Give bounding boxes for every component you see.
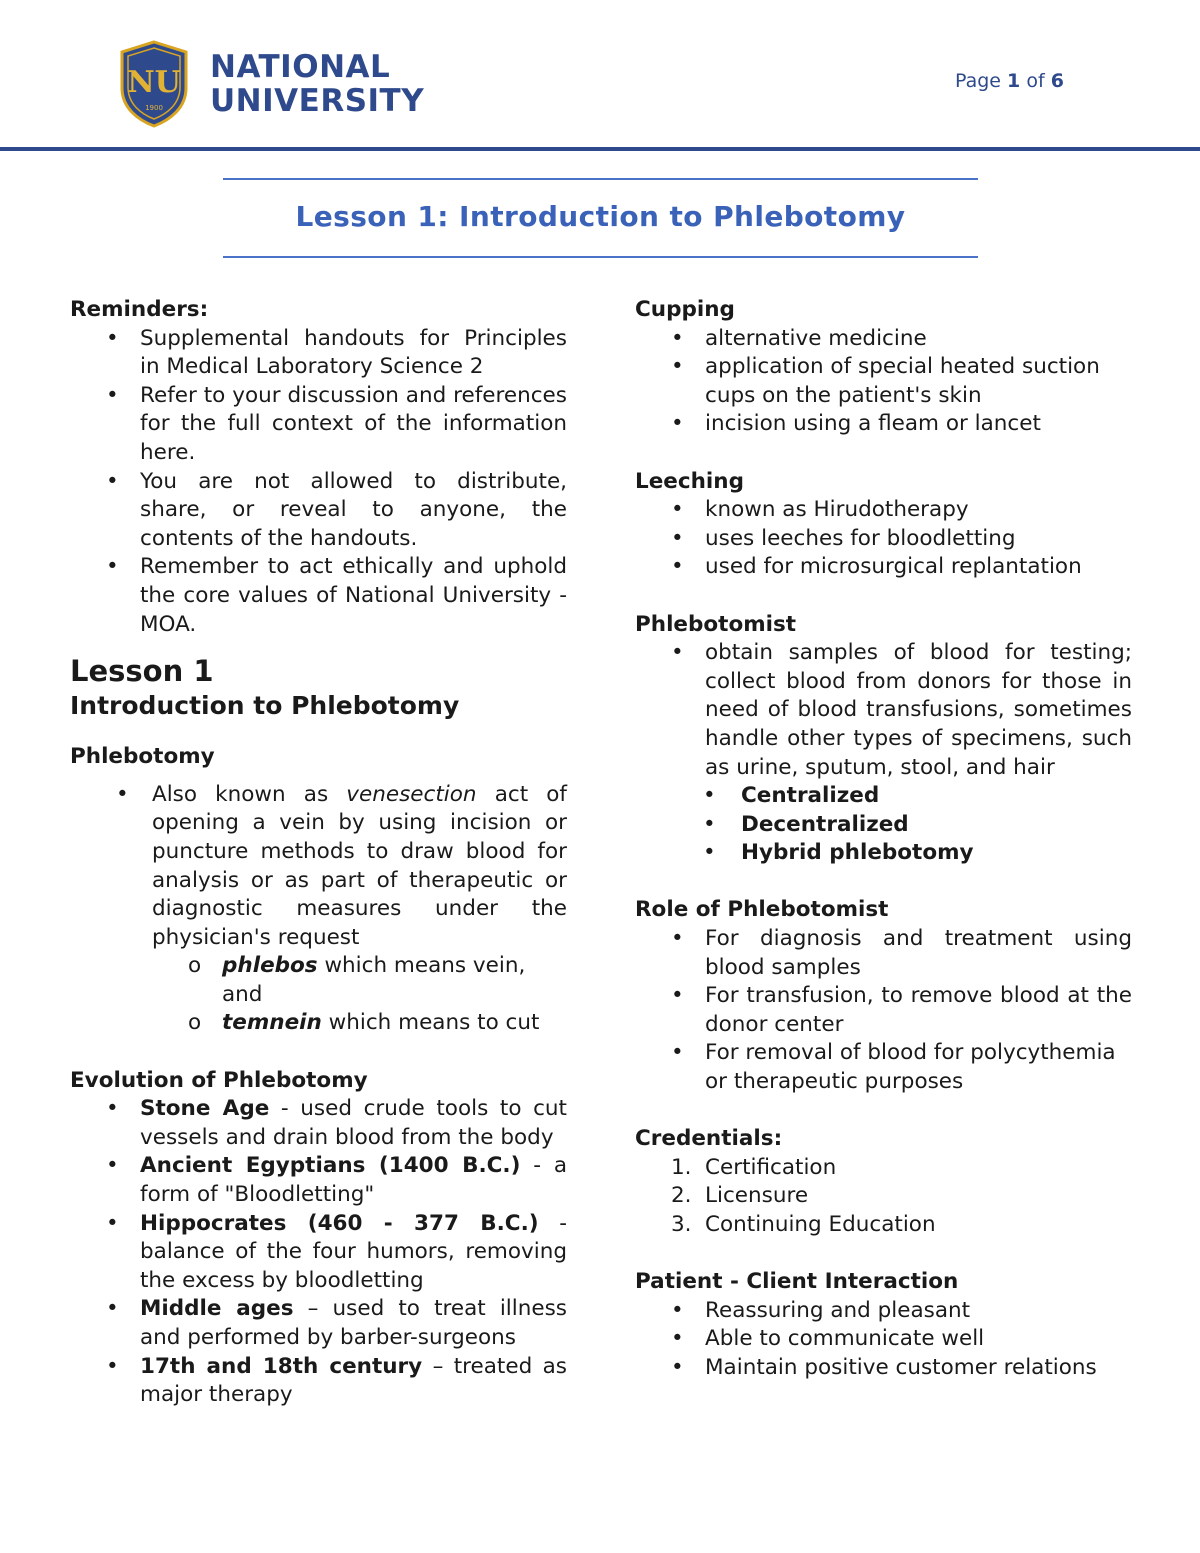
list-item: • alternative medicine	[671, 325, 927, 351]
crest-year: 1900	[145, 104, 163, 112]
left-column	[70, 296, 567, 1410]
brand-name	[210, 50, 424, 118]
list-item: • incision using a fleam or lancet	[671, 411, 1041, 437]
list-item: • Middle ages – used to treat illness and performed by barber-surgeons	[106, 1296, 567, 1350]
page-prefix: Page	[955, 70, 1008, 92]
role-heading: Role of Phlebotomist	[635, 897, 889, 923]
title-rule-bottom	[223, 256, 978, 258]
header-divider	[0, 147, 1200, 151]
title-rule-top	[223, 178, 978, 180]
leeching-list	[635, 496, 1132, 582]
list-item: • Maintain positive customer relations	[671, 1354, 1097, 1380]
list-item: • 17th and 18th century – treated as major therapy	[106, 1353, 567, 1408]
cupping-heading: Cupping	[635, 297, 735, 322]
cupping-list	[635, 325, 1132, 439]
phlebotomist-list	[635, 639, 1132, 868]
brand-line-1: NATIONAL	[210, 49, 391, 85]
list-item: • For transfusion, to remove blood at the donor center	[671, 983, 1132, 1037]
list-item: • Reassuring and pleasant	[671, 1297, 971, 1323]
list-item: • uses leeches for bloodletting	[671, 525, 1016, 551]
list-item: • Supplemental handouts for Principles in Medical Laboratory Science 2	[106, 325, 567, 380]
list-item: • known as Hirudotherapy	[671, 497, 969, 523]
list-item: 1. Certification	[671, 1154, 837, 1180]
page-of: of	[1020, 70, 1051, 92]
crest-initials: NU	[127, 65, 181, 100]
sub-list-item: o temnein which means to cut	[188, 1010, 540, 1036]
list-item: 3. Continuing Education	[671, 1212, 936, 1237]
sub-list-item: • Decentralized	[703, 811, 909, 837]
phlebotomist-heading: Phlebotomist	[635, 611, 797, 637]
list-item: • For diagnosis and treatment using blood samples	[671, 926, 1132, 980]
page-current: 1	[1007, 70, 1021, 92]
page-header	[0, 0, 1200, 150]
credentials-list	[635, 1154, 1132, 1240]
credentials-heading: Credentials:	[635, 1126, 783, 1152]
phlebotomy-list	[70, 781, 567, 1038]
list-item: 2. Licensure	[671, 1183, 809, 1209]
list-item: • Stone Age - used crude tools to cut vessels and drain blood from the body	[106, 1096, 567, 1150]
evolution-heading: Evolution of Phlebotomy	[70, 1067, 368, 1093]
right-column	[635, 296, 1132, 1383]
role-list	[635, 925, 1132, 1097]
university-logo	[118, 40, 425, 130]
brand-line-2: UNIVERSITY	[210, 83, 425, 119]
list-item: • Refer to your discussion and references for the full context of the information here.	[106, 382, 567, 465]
reminders-heading: Reminders:	[70, 297, 209, 322]
list-item: • Remember to act ethically and uphold the core values of National University - MOA.	[106, 554, 567, 637]
list-item: • Also known as venesection act of opening a vein by using incision or puncture methods to draw blood for analysis or as part of therapeutic or diagnostic measures under the physician's request	[116, 781, 567, 950]
document-title: Lesson 1: Introduction to Phlebotomy	[295, 200, 906, 233]
list-item: • You are not allowed to distribute, share, or reveal to anyone, the contents of the handouts.	[106, 468, 567, 551]
list-item: • application of special heated suction cups on the patient's skin	[671, 354, 1100, 408]
phlebotomy-heading: Phlebotomy	[70, 744, 215, 770]
list-item: • For removal of blood for polycythemia or therapeutic purposes	[671, 1040, 1116, 1095]
interaction-list	[635, 1297, 1132, 1383]
leeching-heading: Leeching	[635, 468, 744, 494]
list-item: • Able to communicate well	[671, 1326, 985, 1352]
lesson-subheading: Introduction to Phlebotomy	[70, 691, 460, 721]
evolution-list	[70, 1095, 567, 1410]
reminders-list	[70, 325, 567, 640]
list-item: • Hippocrates (460 - 377 B.C.) - balance of the four humors, removing the excess by bloodletting	[106, 1210, 568, 1293]
list-item: • Ancient Egyptians (1400 B.C.) - a form of "Bloodletting"	[106, 1153, 567, 1208]
sub-list-item: • Hybrid phlebotomy	[703, 840, 974, 866]
lesson-heading: Lesson 1	[70, 654, 214, 689]
sub-list-item: • Centralized	[703, 783, 880, 809]
sub-list-item: o phlebos which means vein, and	[188, 953, 526, 1007]
list-item: • used for microsurgical replantation	[671, 554, 1082, 580]
page-number	[955, 70, 1064, 92]
list-item: • obtain samples of blood for testing; collect blood from donors for those in need of blood transfusions, sometimes handle other types of specimens, such as urine, sputum, stool, and hair	[671, 640, 1132, 780]
page-total: 6	[1050, 70, 1064, 92]
shield-icon	[118, 40, 190, 128]
interaction-heading: Patient - Client Interaction	[635, 1269, 959, 1295]
